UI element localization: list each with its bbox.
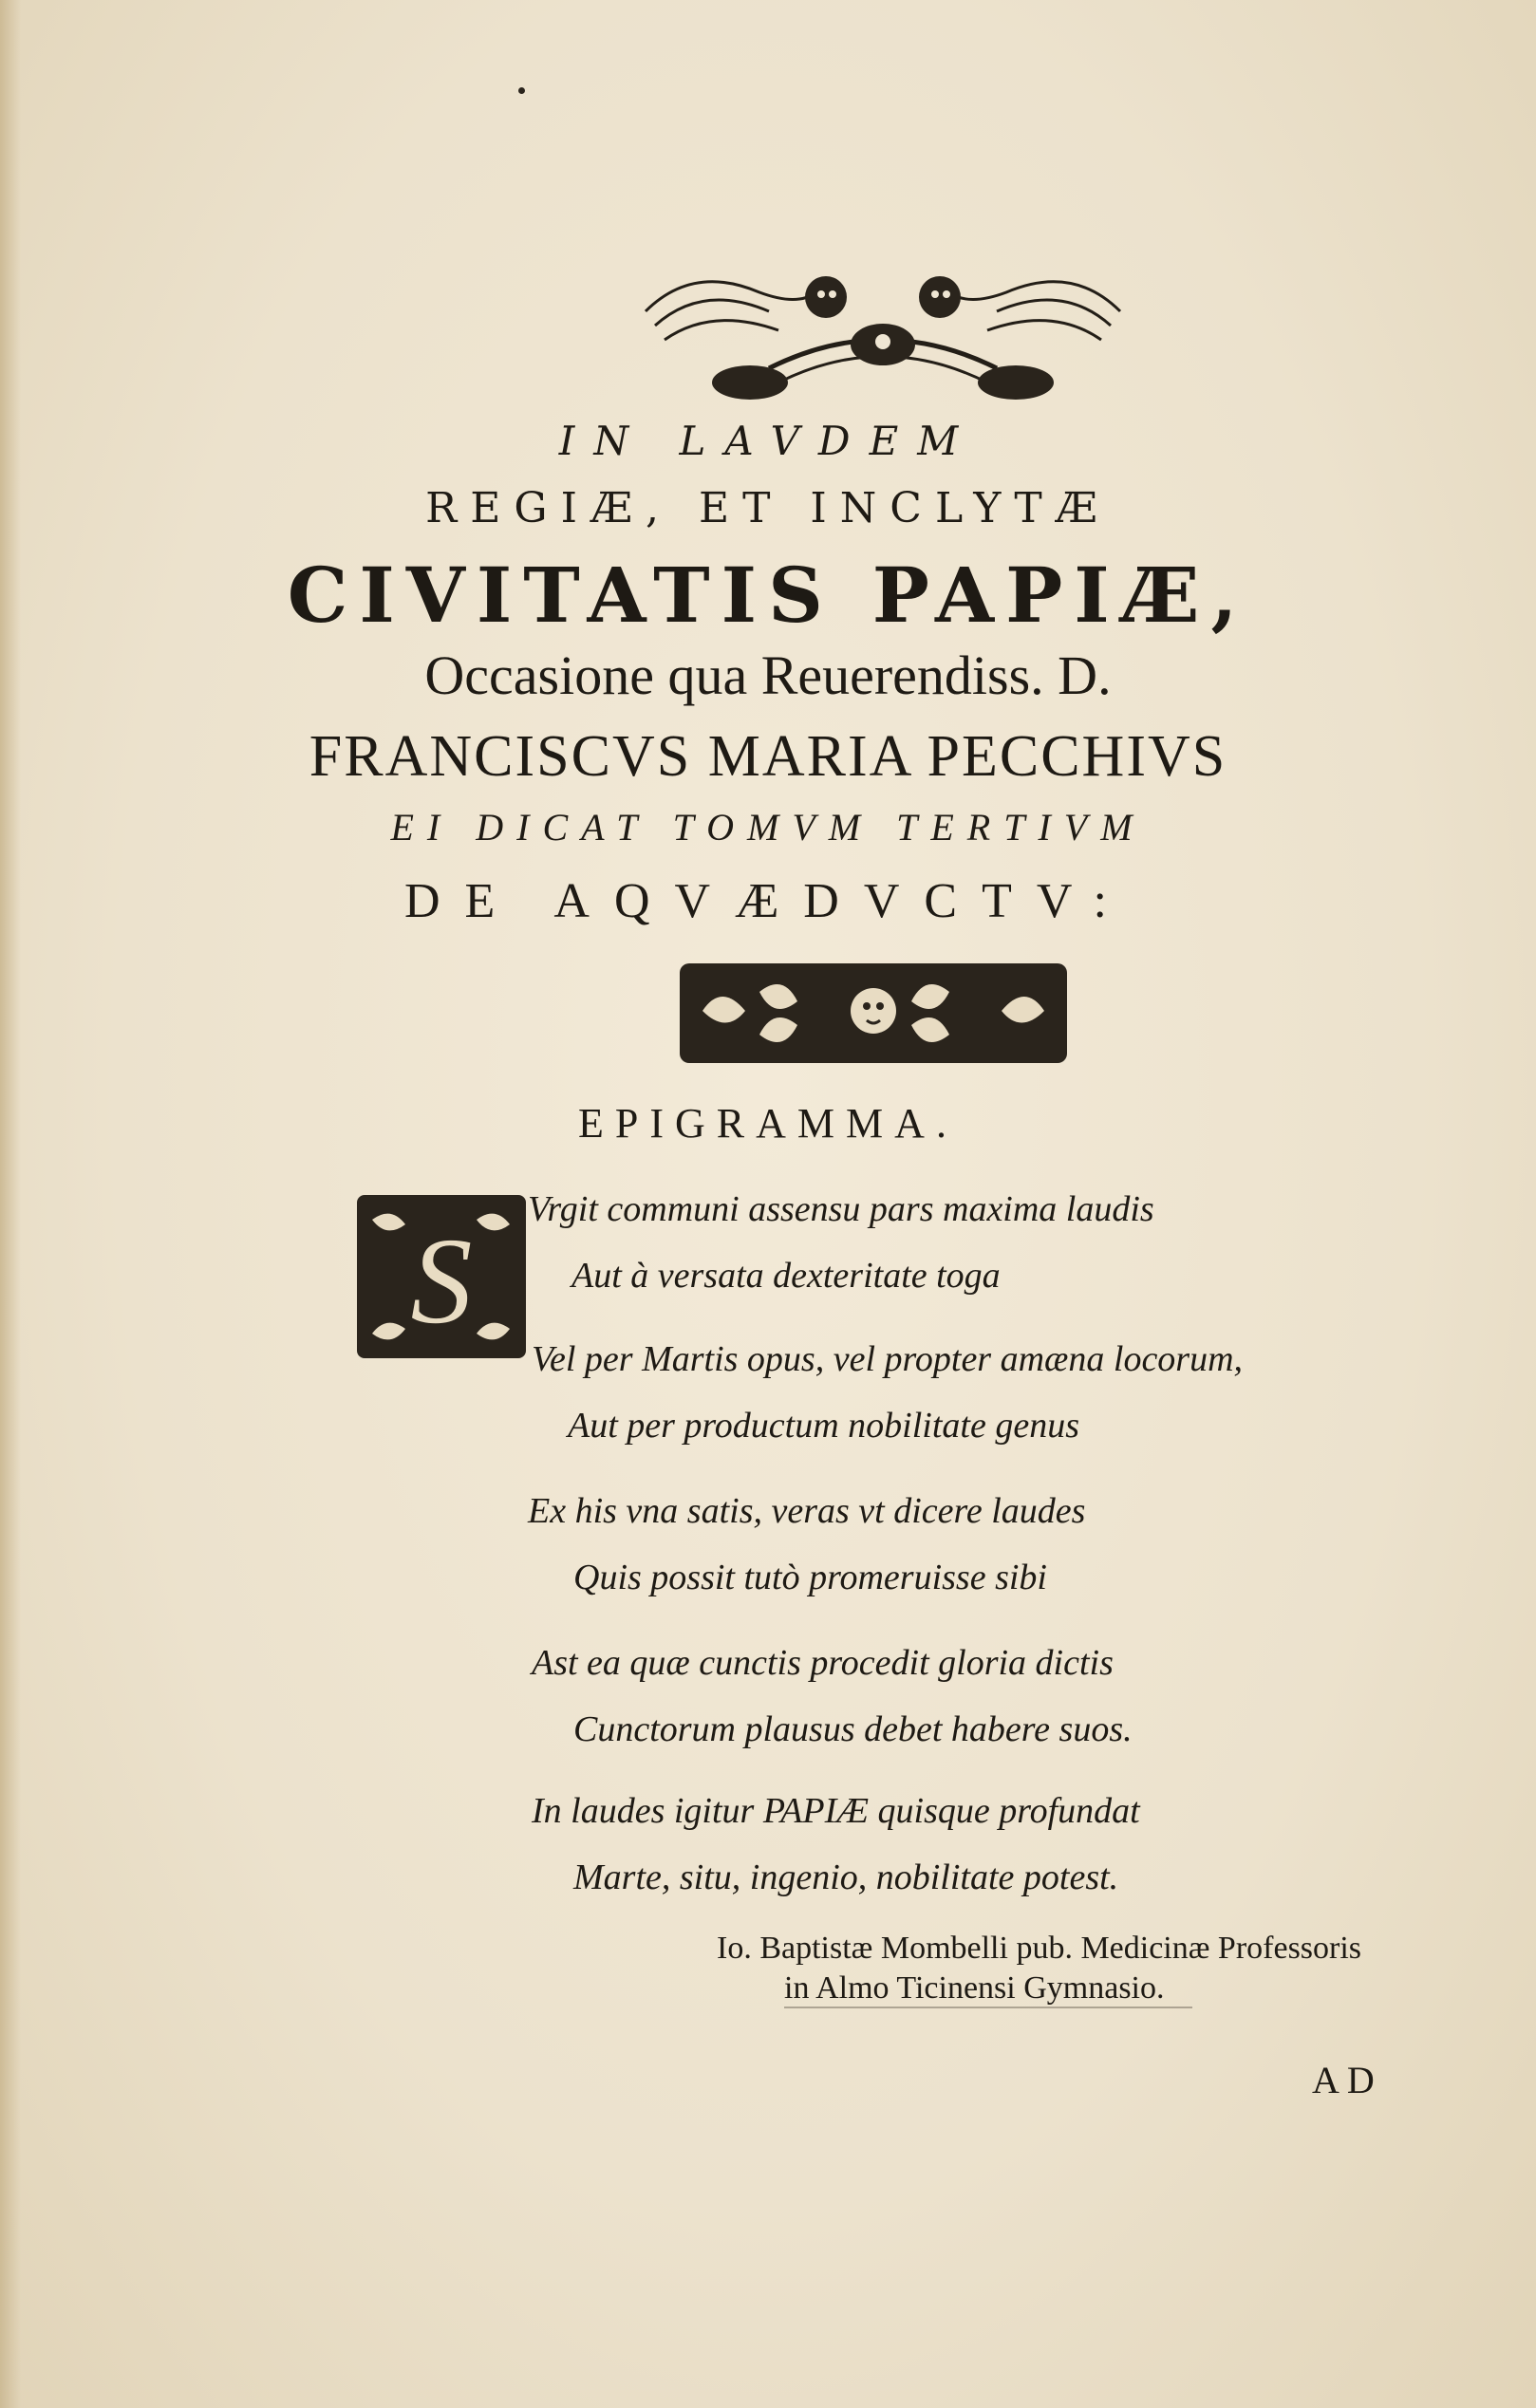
verse-line-3: Vel per Martis opus, vel propter amæna locorum, [532,1339,1244,1379]
title-line-civitatis: CIVITATIS PAPIÆ, [287,551,1249,640]
decorated-initial-s-icon [353,1191,530,1362]
catchword: AD [1312,2059,1382,2101]
title-line-in-laudem: IN LAVDEM [558,418,978,464]
verse-line-7: Ast ea quæ cunctis procedit gloria dictis [532,1643,1114,1683]
title-line-dicat: EI DICAT TOMVM TERTIVM [390,806,1146,849]
title-line-occasione: Occasione qua Reuerendiss. D. [424,644,1112,706]
title-line-franciscus: FRANCISCVS MARIA PECCHIVS [309,724,1227,789]
verse-line-6: Quis possit tutò promeruisse sibi [573,1558,1047,1597]
drop-cap-letter: S [410,1213,473,1350]
verse-line-1: Vrgit communi assensu pars maxima laudis [528,1189,1154,1229]
underline-rule [784,2007,1192,2008]
cherub-headpiece-ornament [636,254,1130,406]
title-line-regiae: REGIÆ, ET INCLYTÆ [425,484,1111,532]
page-edge-shadow [0,0,21,2408]
verse-line-8: Cunctorum plausus debet habere suos. [573,1709,1133,1749]
verse-line-2: Aut à versata dexteritate toga [571,1256,1001,1296]
signature-line-1: Io. Baptistæ Mombelli pub. Medicinæ Professoris [717,1931,1362,1966]
verse-line-10: Marte, situ, ingenio, nobilitate potest. [573,1857,1119,1897]
verse-line-4: Aut per productum nobilitate genus [568,1406,1079,1446]
verse-line-5: Ex his vna satis, veras vt dicere laudes [528,1491,1086,1531]
ink-speck [518,87,525,94]
epigram-heading: EPIGRAMMA. [578,1100,958,1147]
title-line-aquaeductu: DE AQVÆDVCTV: [403,874,1133,928]
foliage-ornament [674,954,1073,1073]
signature-line-2: in Almo Ticinensi Gymnasio. [784,1970,1165,2006]
verse-line-9: In laudes igitur PAPIÆ quisque profundat [532,1791,1140,1831]
